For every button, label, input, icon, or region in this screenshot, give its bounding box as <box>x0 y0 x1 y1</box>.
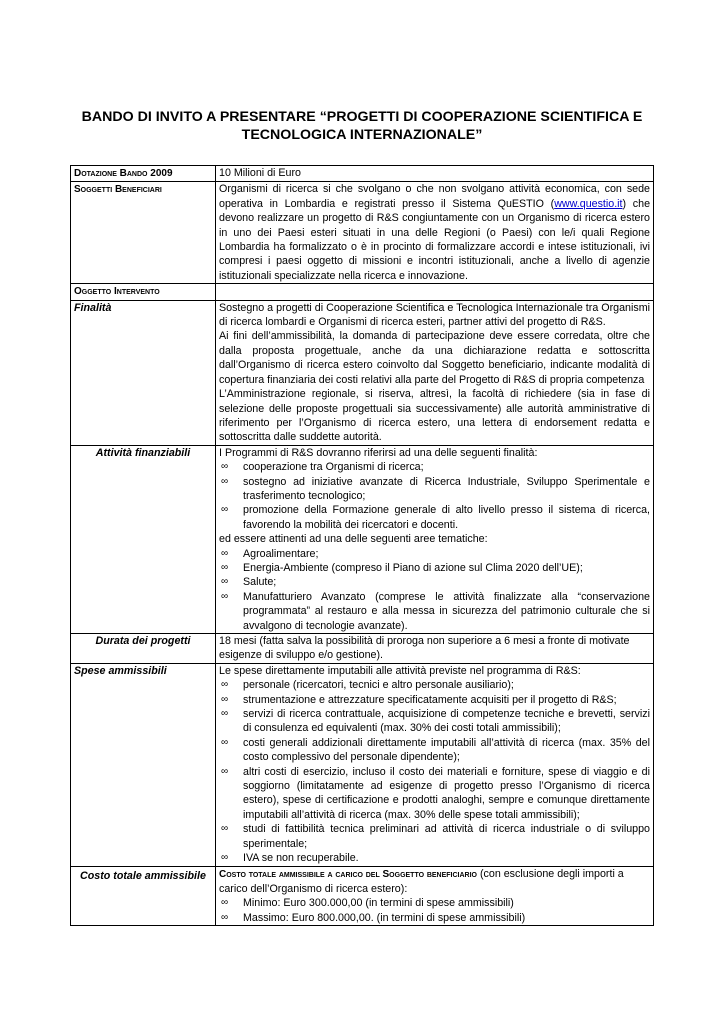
bullet-icon: ∞ <box>221 823 229 835</box>
list-item: ∞ Salute; <box>221 576 277 589</box>
row-spese <box>71 663 654 866</box>
finalita-paragraph: L’Amministrazione regionale, si riserva, altresì, la facoltà di richiedere (sia in fase di selezione delle proposte progettuali sia successivamente) alle autorità amministrative di riferimento per l’Organismo di ricerca estero, una lettera di endorsement redatta e sottoscritta dalle suddette autorità. <box>219 388 650 444</box>
costo-label: Costo totale ammissibile <box>71 866 216 926</box>
bullet-icon: ∞ <box>221 852 229 864</box>
spese-list <box>219 678 650 865</box>
soggetti-label: Soggetti Beneficiari <box>71 182 216 284</box>
costo-heading: Costo totale ammissibile a carico del Soggetto beneficiario (con esclusione degli importi a carico dell’Organismo di ricerca estero): <box>219 867 624 895</box>
list-item: ∞ cooperazione tra Organismi di ricerca; <box>221 461 424 474</box>
spese-text <box>216 663 654 866</box>
bando-table <box>70 165 654 926</box>
costo-text <box>216 866 654 926</box>
list-item: ∞ strumentazione e attrezzature specificatamente acquisiti per il progetto di R&S; <box>221 693 617 706</box>
durata-text: 18 mesi (fatta salva la possibilità di proroga non superiore a 6 mesi a fronte di motivate esigenze di sviluppo e/o gestione). <box>216 634 654 664</box>
row-dotazione <box>71 166 654 182</box>
attivita-aree-list <box>219 547 650 633</box>
finalita-label: Finalità <box>71 300 216 445</box>
bullet-icon: ∞ <box>221 561 229 573</box>
dotazione-label: Dotazione Bando 2009 <box>71 166 216 182</box>
row-finalita <box>71 300 654 445</box>
attivita-finalita-list <box>219 460 650 532</box>
bullet-icon: ∞ <box>221 911 229 923</box>
list-item: ∞ Massimo: Euro 800.000,00. (in termini di spese ammissibili) <box>221 911 526 924</box>
questio-link[interactable]: www.questio.it <box>554 197 623 210</box>
costo-list <box>219 896 650 925</box>
attivita-mid: ed essere attinenti ad una delle seguenti aree tematiche: <box>219 533 488 546</box>
finalita-text <box>216 300 654 445</box>
list-item: ∞ Agroalimentare; <box>221 547 319 560</box>
spese-intro: Le spese direttamente imputabili alle attività previste nel programma di R&S: <box>219 664 581 677</box>
attivita-label: Attività finanziabili <box>71 445 216 633</box>
list-item: ∞ promozione della Formazione generale di alto livello presso il sistema di ricerca, favorendo la mobilità dei ricercatori e docenti. <box>221 504 650 531</box>
list-item: ∞ sostegno ad iniziative avanzate di Ricerca Industriale, Sviluppo Sperimentale e trasferimento tecnologico; <box>221 475 650 502</box>
bullet-icon: ∞ <box>221 504 229 516</box>
soggetti-text: Organismi di ricerca si che svolgano o che non svolgano attività economica, con sede operativa in Lombardia e registrati presso il Sistema QuESTIO (www.questio.it) che devono realizzare un progetto di R&S congiuntamente con un Organismo di ricerca estero in uno dei Paesi esteri situati in una delle Regioni (o Paesi) con le/i quali Regione Lombardia ha formalizzato o è in procinto di formalizzare accordi e intese istituzionali, ivi compresi i paesi oggetto di missioni e incontri istituzionali, anche a livello di agenzie istituzionali specializzate nella ricerca e innovazione. <box>216 182 654 284</box>
oggetto-empty <box>216 284 654 300</box>
bullet-icon: ∞ <box>221 693 229 705</box>
spese-label: Spese ammissibili <box>71 663 216 866</box>
row-soggetti <box>71 182 654 284</box>
bullet-icon: ∞ <box>221 765 229 777</box>
list-item: ∞ studi di fattibilità tecnica preliminari ad attività di ricerca industriale o di sviluppo sperimentale; <box>221 823 650 850</box>
list-item: ∞ personale (ricercatori, tecnici e altro personale ausiliario); <box>221 679 514 692</box>
finalita-paragraph: Sostegno a progetti di Cooperazione Scientifica e Tecnologica Internazionale tra Organismi di ricerca lombardi e Organismi di ricerca esteri, partner attivi del progetto di R&S. <box>219 301 650 329</box>
bullet-icon: ∞ <box>221 590 229 602</box>
attivita-intro: I Programmi di R&S dovranno riferirsi ad una delle seguenti finalità: <box>219 446 538 459</box>
oggetto-label: Oggetto Intervento <box>71 284 216 300</box>
list-item: ∞ Minimo: Euro 300.000,00 (in termini di spese ammissibili) <box>221 897 514 910</box>
list-item: ∞ costi generali addizionali direttamente imputabili all’attività di ricerca (max. 35% del costo complessivo del personale dipendente); <box>221 736 650 764</box>
list-item: ∞ Energia-Ambiente (compreso il Piano di azione sul Clima 2020 dell’UE); <box>221 561 583 574</box>
dotazione-value: 10 Milioni di Euro <box>216 166 654 182</box>
bullet-icon: ∞ <box>221 708 229 720</box>
attivita-text <box>216 445 654 633</box>
finalita-paragraph: Ai fini dell’ammissibilità, la domanda di partecipazione deve essere corredata, oltre che dalla proposta progettuale, anche da una dichiarazione redatta e sottoscritta dall’Organismo di ricerca estero coinvolto dal Soggetto beneficiario, indicante modalità di copertura finanziaria dei costi relativi alla parte del Progetto di R&S di propria competenza <box>219 330 650 386</box>
bullet-icon: ∞ <box>221 679 229 691</box>
list-item: ∞ IVA se non recuperabile. <box>221 852 359 865</box>
bullet-icon: ∞ <box>221 547 229 559</box>
bullet-icon: ∞ <box>221 576 229 588</box>
bullet-icon: ∞ <box>221 897 229 909</box>
bullet-icon: ∞ <box>221 475 229 487</box>
row-oggetto <box>71 284 654 300</box>
bullet-icon: ∞ <box>221 736 229 748</box>
list-item: ∞ altri costi di esercizio, incluso il costo dei materiali e forniture, spese di viaggio e di soggiorno (limitatamente ad esigenze di progetto presso l’Organismo di ricerca estero), spese di certificazione e prodotti analoghi, sempre e comunque direttamente imputabili all’attività di ricerca (max. 30% delle spese totali ammissibili); <box>221 765 650 821</box>
bullet-icon: ∞ <box>221 461 229 473</box>
list-item: ∞ servizi di ricerca contrattuale, acquisizione di competenze tecniche e brevetti, servizi di consulenza ed equivalenti (max. 30% dei costi totali ammissibili); <box>221 708 650 735</box>
row-attivita <box>71 445 654 633</box>
row-durata <box>71 634 654 664</box>
durata-label: Durata dei progetti <box>71 634 216 664</box>
row-costo <box>71 866 654 926</box>
list-item: ∞ Manufatturiero Avanzato (comprese le attività finalizzate alla “conservazione programmata” al restauro e alla messa in sicurezza del patrimonio culturale che si avvalgono di tecnologie avanzate). <box>221 590 650 632</box>
document-title: BANDO DI INVITO A PRESENTARE “PROGETTI DI COOPERAZIONE SCIENTIFICA E TECNOLOGICA INTERNAZIONALE” <box>81 109 643 143</box>
